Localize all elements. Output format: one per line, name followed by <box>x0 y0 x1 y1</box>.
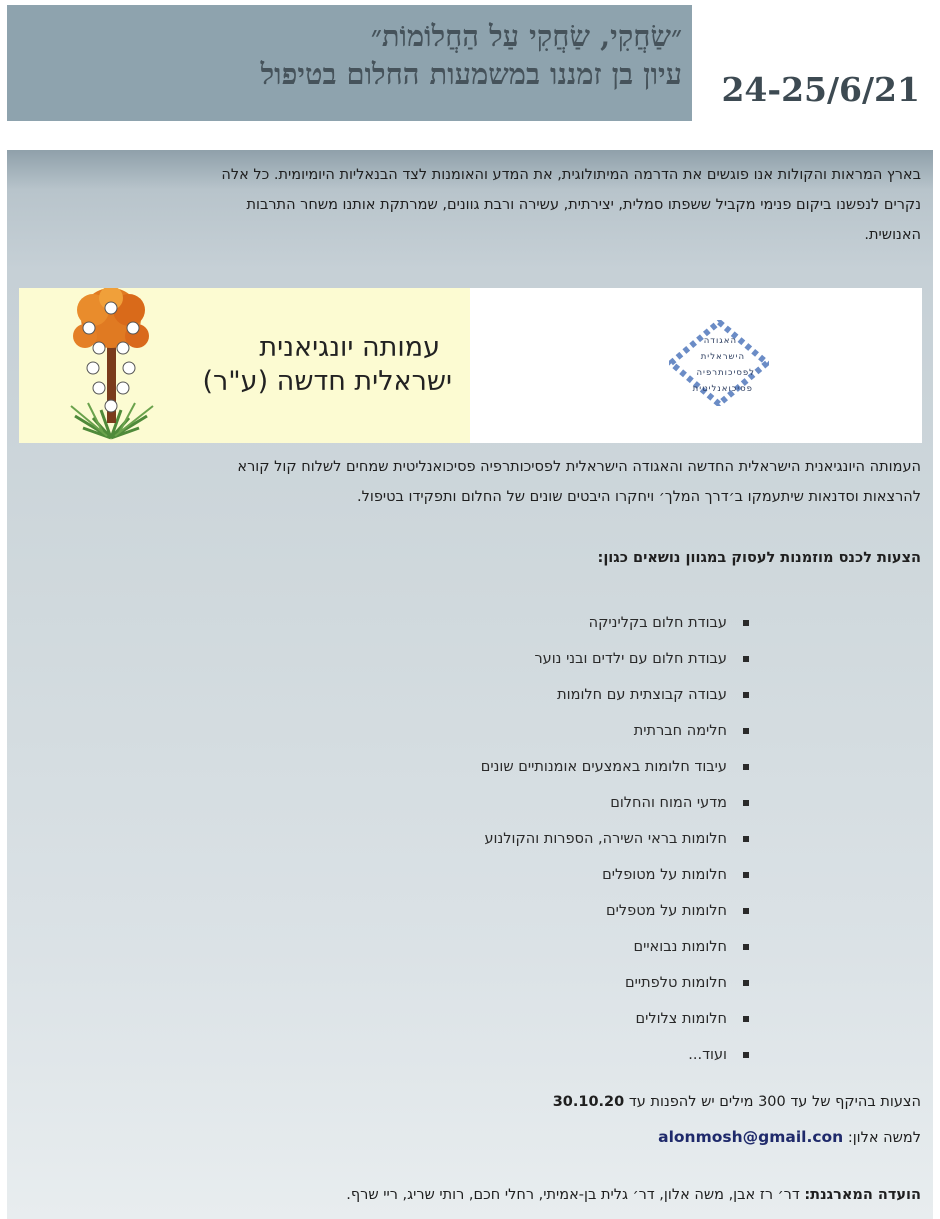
call-line: להרצאות וסדנאות שיתעמקו ב׳דרך המלך׳ ויחקרו היבטים שונים של החלום ותפקידו בטיפול. <box>357 489 921 505</box>
list-item <box>481 677 751 713</box>
list-item <box>481 1037 751 1073</box>
bullet-icon <box>743 872 749 878</box>
deadline-date: 30.10.20 <box>552 1094 625 1110</box>
list-item <box>481 1001 751 1037</box>
event-date: 24-25/6/21 <box>721 70 920 109</box>
list-item <box>481 821 751 857</box>
contact-line <box>658 1128 921 1146</box>
bullet-icon <box>743 656 749 662</box>
bullet-icon <box>743 980 749 986</box>
bullet-icon <box>743 692 749 698</box>
jungian-association-panel <box>19 288 470 443</box>
topic-label: חלומות טלפתיים <box>625 975 727 991</box>
tree-of-life-icon <box>63 288 159 443</box>
logo-text: האגודה <box>703 336 737 346</box>
intro-line: נקרים לנפשנו ביקום פנימי מקביל ששפתו סמלית, יצירתית, עשירה ורבת גוונים, שמרתקת אותנו משחר התרבות <box>246 197 921 213</box>
topic-label: עיבוד חלומות באמצעים אומנותיים שונים <box>480 759 727 775</box>
committee-label: הועדה המארגנת: <box>804 1187 921 1203</box>
bullet-icon <box>743 1016 749 1022</box>
intro-line: בארץ המראות והקולות אנו פוגשים את הדרמה המיתולוגית, את המדע והאומנות לצד הבנאליות היומיומית. כל אלה <box>221 167 921 183</box>
list-item <box>481 965 751 1001</box>
topic-label: חלומות על מטפלים <box>606 903 727 919</box>
list-item <box>481 929 751 965</box>
topic-label: חלומות צלולים <box>635 1011 727 1027</box>
logo-text: הישראלית <box>700 352 745 362</box>
bullet-icon <box>743 620 749 626</box>
call-line: העמותה היונגיאנית הישראלית החדשה והאגודה הישראלית לפסיכותרפיה פסיכואנליטית שמחים לשלוח קול קורא <box>237 459 921 475</box>
bullet-icon <box>743 728 749 734</box>
submission-text: הצעות בהיקף של עד 300 מילים יש להפנות עד <box>628 1094 921 1110</box>
bullet-icon <box>743 944 749 950</box>
list-item <box>481 749 751 785</box>
logo-text: לפסיכותרפיה <box>696 368 755 378</box>
committee-members: דר׳ רז אבן, משה אלון, דר׳ גלית בן-אמיתי, רחלי חכם, רותי שריג, ריי שרף. <box>346 1187 800 1203</box>
intro-line: האנושית. <box>864 227 921 243</box>
bullet-icon <box>743 764 749 770</box>
topic-label: חלומות נבואיים <box>633 939 727 955</box>
bullet-icon <box>743 836 749 842</box>
topic-label: עבודת חלום בקליניקה <box>588 615 727 631</box>
jungian-association-name: ישראלית חדשה (ע"ר) <box>202 366 452 397</box>
list-item <box>481 605 751 641</box>
topic-label: חלימה חברתית <box>633 723 727 739</box>
logo-text: פסיכואנליטית <box>692 384 753 394</box>
topics-list <box>481 605 751 1073</box>
email-link[interactable]: alonmosh@gmail.con <box>658 1128 844 1146</box>
list-item <box>481 893 751 929</box>
topic-label: עבודה קבוצתית עם חלומות <box>557 687 727 703</box>
topic-label: מדעי המוח והחלום <box>610 795 727 811</box>
call-paragraph <box>16 452 921 512</box>
psychoanalytic-association-logo <box>669 320 769 406</box>
contact-prefix: למשה אלון: <box>847 1130 921 1146</box>
organizations-banner <box>19 288 922 443</box>
topic-label: חלומות בראי השירה, הספרות והקולנוע <box>484 831 727 847</box>
committee-line <box>346 1187 921 1203</box>
intro-paragraph <box>16 160 921 250</box>
submission-line <box>553 1094 921 1110</box>
topic-label: ועוד... <box>688 1047 727 1063</box>
list-item <box>481 713 751 749</box>
jungian-association-name: עמותה יונגיאנית <box>259 332 440 363</box>
page-title: ״שַׂחֲקִי, שַׂחֲקִי עַל הַחֲלוֹמוֹת״ <box>370 19 682 53</box>
list-item <box>481 641 751 677</box>
bullet-icon <box>743 800 749 806</box>
list-item <box>481 857 751 893</box>
topics-heading: הצעות לכנס מוזמנות לעסוק במגוון נושאים כגון: <box>597 550 921 566</box>
page-subtitle: עיון בן זמננו במשמעות החלום בטיפול <box>260 57 682 91</box>
topic-label: עבודת חלום עם ילדים ובני נוער <box>534 651 727 667</box>
bullet-icon <box>743 908 749 914</box>
list-item <box>481 785 751 821</box>
bullet-icon <box>743 1052 749 1058</box>
topic-label: חלומות על מטופלים <box>602 867 727 883</box>
